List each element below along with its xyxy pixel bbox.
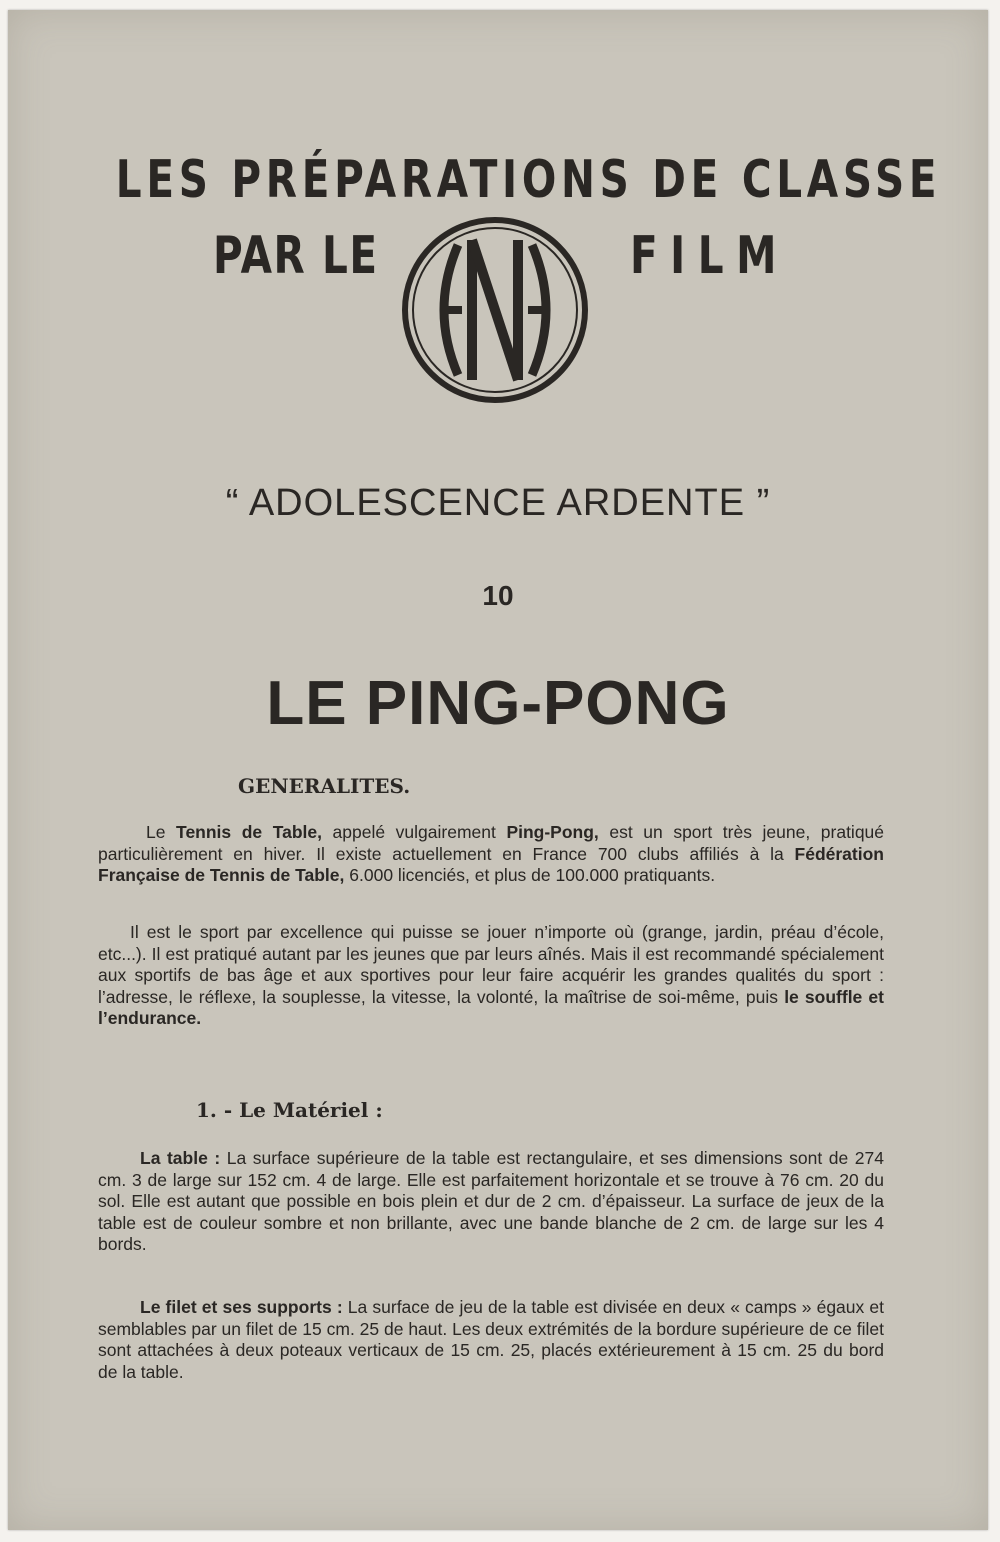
paragraph-generalites-2: Il est le sport par excellence qui puisse se jouer n’importe où (grange, jardin, préau d’école, etc...). Il est pratiqué autant par les jeunes que par leurs aînés. Mais il est recommandé spécialement aux sportifs de bas âge et aux sportives pour leur faire acquérir les grandes qualités du sport : l’adresse, le réflexe, la souplesse, la vitesse, la volonté, la maîtrise de soi-même, puis le souffle et l’endurance. xyxy=(98,922,884,1028)
main-title: LE PING-PONG xyxy=(266,669,730,738)
document-page xyxy=(8,10,988,1530)
film-title: “ ADOLESCENCE ARDENTE ” xyxy=(225,482,771,524)
series-title-par-le: PAR LE xyxy=(213,226,379,286)
sub-heading-materiel: 1. - Le Matériel : xyxy=(196,1098,383,1122)
section-heading: GENERALITES. xyxy=(238,774,411,798)
series-title: LES PRÉPARATIONS DE CLASSE xyxy=(115,150,942,210)
series-title-film: FILM xyxy=(630,226,789,286)
ene-logo xyxy=(400,215,590,405)
paragraph-table: La table : La surface supérieure de la table est rectangulaire, et ses dimensions sont de 274 cm. 3 de large sur 152 cm. 4 de large. Elle est parfaitement horizontale et se trouve à 76 cm. 20 du sol. Elle est autant que possible en bois plein et dur de 2 cm. d’épaisseur. La surface de jeux de la table est de couleur sombre et non brillante, avec une bande blanche de 2 cm. de large sur les 4 bords. xyxy=(98,1148,884,1254)
sheet-number: 10 xyxy=(482,580,514,611)
paragraph-filet: Le filet et ses supports : La surface de jeu de la table est divisée en deux « camps » égaux et semblables par un filet de 15 cm. 25 de haut. Les deux extrémités de la bordure supérieure de ce filet sont attachées à deux poteaux verticaux de 15 cm. 25, placés extérieurement à 15 cm. 25 du bord de la table. xyxy=(98,1297,885,1382)
paragraph-generalites-1: Le Tennis de Table, appelé vulgairement Ping-Pong, est un sport très jeune, pratiqué particulièrement en hiver. Il existe actuellement en France 700 clubs affiliés à la Fédération Française de Tennis de Table, 6.000 licenciés, et plus de 100.000 pratiquants. xyxy=(98,822,885,885)
